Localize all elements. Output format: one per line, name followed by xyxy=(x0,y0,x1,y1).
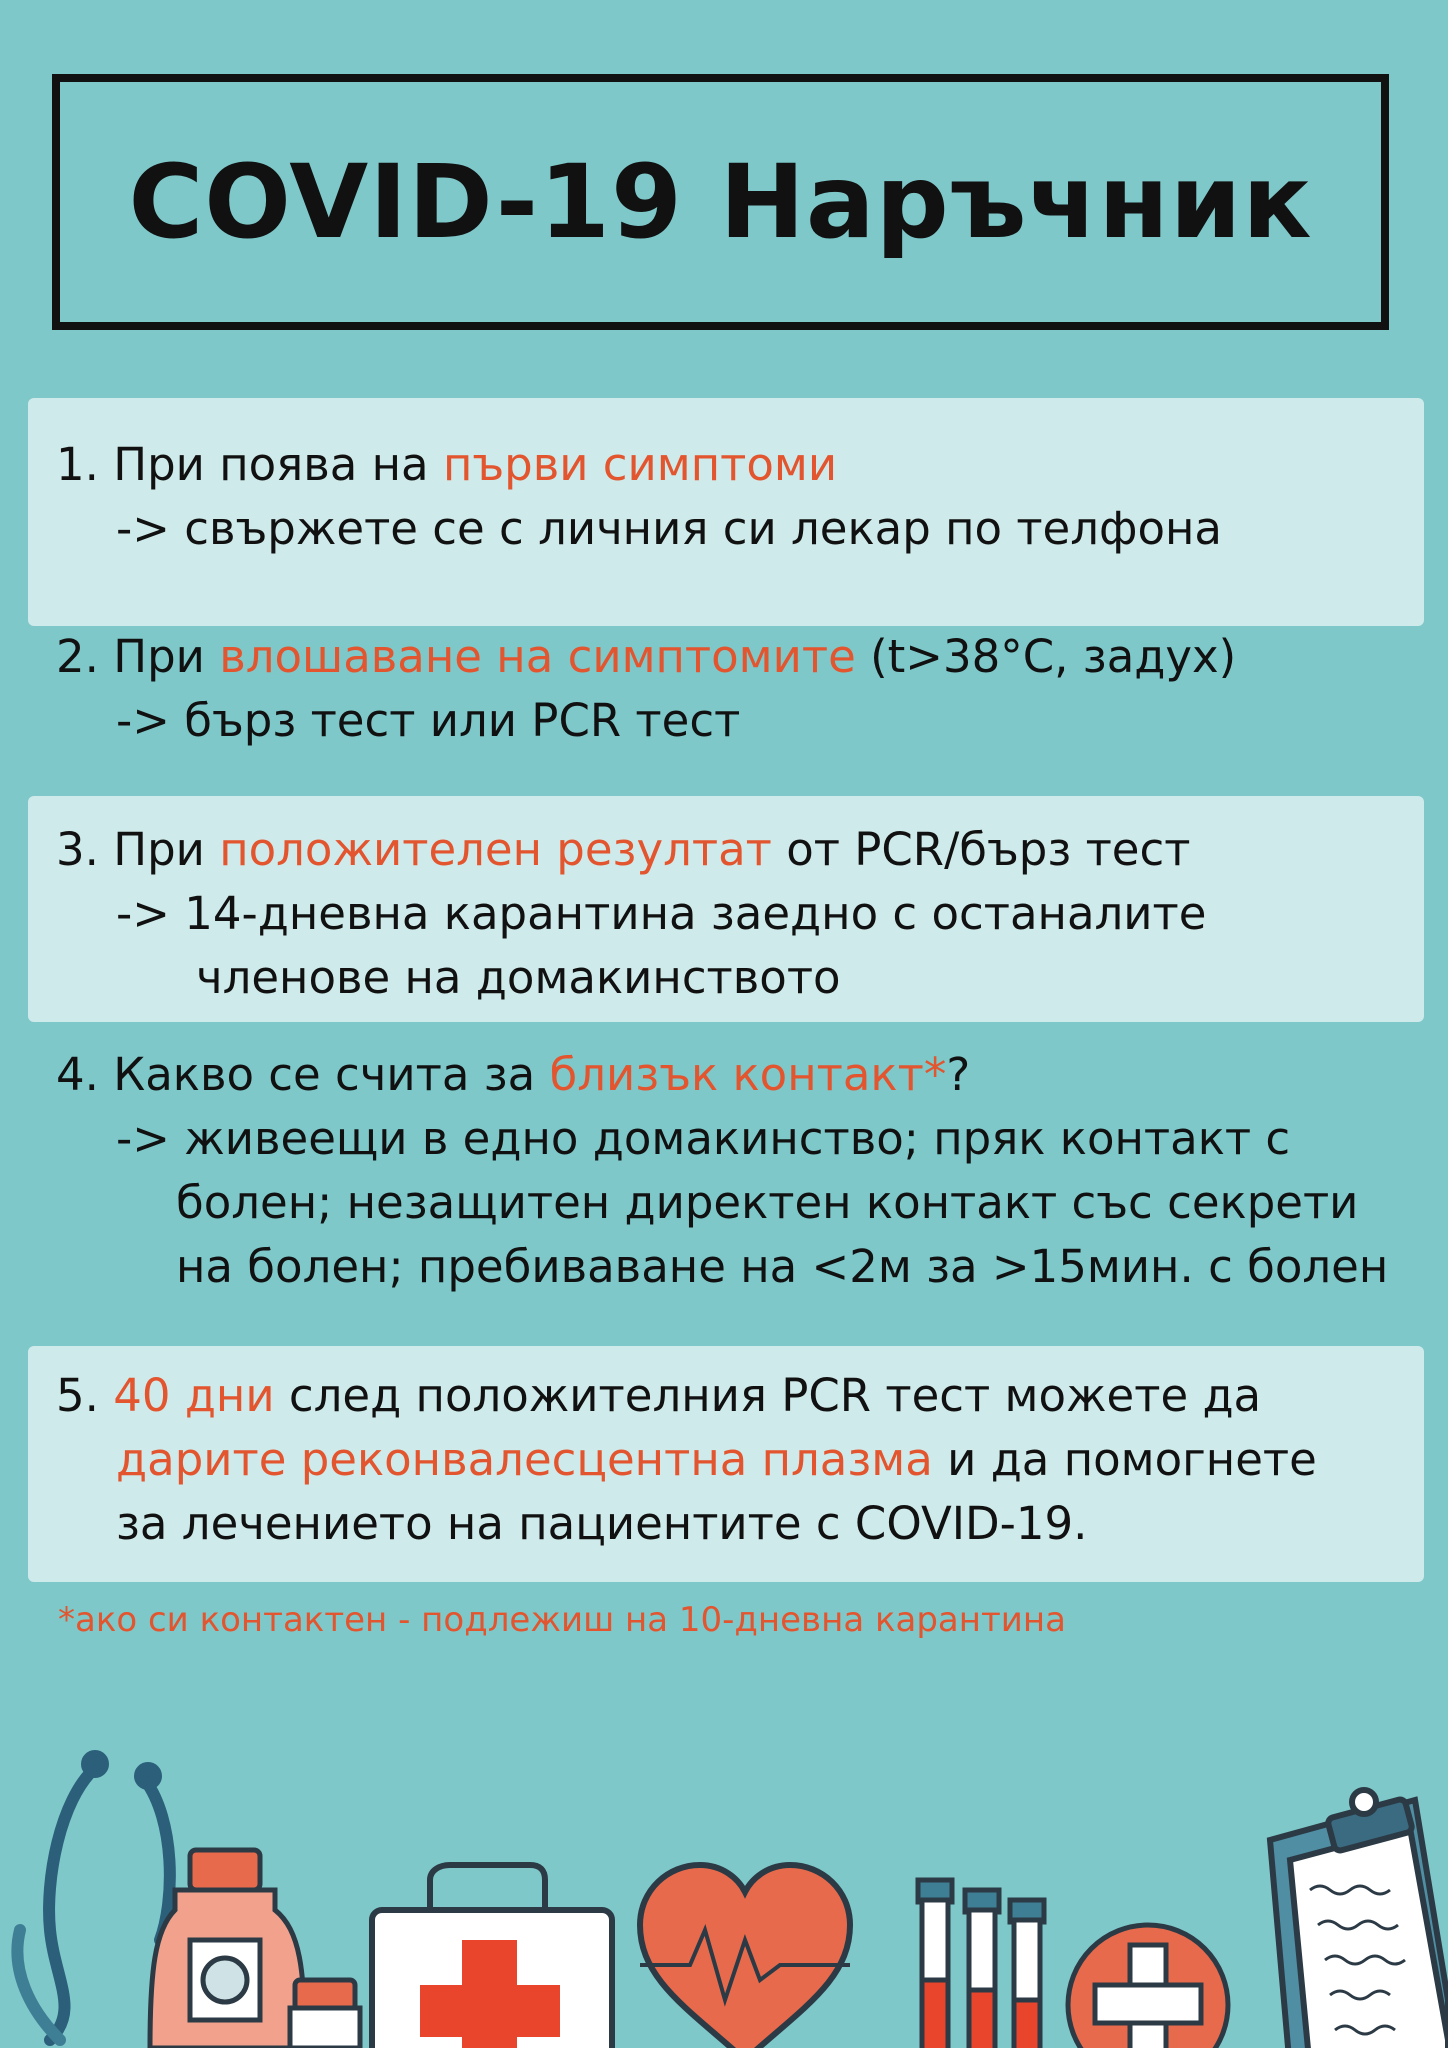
item-action-continued: за лечението на пациентите с COVID-19. xyxy=(116,1497,1088,1550)
item-action: -> бърз тест или PCR тест xyxy=(116,694,741,747)
medical-cross-badge-icon xyxy=(1068,1925,1228,2048)
item-number: 1. xyxy=(56,438,99,491)
list-item-1 xyxy=(56,433,1222,561)
item-text-suffix: ? xyxy=(946,1048,971,1101)
item-text-suffix: след положителния PCR тест можете да xyxy=(274,1369,1262,1422)
item-text: Какво се счита за xyxy=(113,1048,550,1101)
item-action-continued: членове на домакинството xyxy=(196,951,841,1004)
first-aid-kit-icon xyxy=(372,1865,612,2048)
heart-pulse-icon xyxy=(640,1865,850,2048)
list-item-3 xyxy=(56,818,1206,1010)
item-text: При xyxy=(113,630,220,683)
item-text-suffix-2: и да помогнете xyxy=(932,1433,1317,1486)
medical-illustrations xyxy=(0,1740,1448,2048)
item-text-suffix: от PCR/бърз тест xyxy=(771,823,1191,876)
list-item-5 xyxy=(56,1364,1317,1556)
item-action-continued: болен; незащитен директен контакт със секрети xyxy=(176,1176,1359,1229)
jar-icon xyxy=(290,1980,360,2048)
item-highlight-2: дарите реконвалесцентна плазма xyxy=(116,1433,933,1486)
item-number: 5. xyxy=(56,1369,99,1422)
list-item-2 xyxy=(56,625,1236,753)
item-highlight: първи симптоми xyxy=(442,438,838,491)
item-text: При xyxy=(113,823,220,876)
item-action: -> свържете се с личния си лекар по телфона xyxy=(116,502,1222,555)
clipboard-icon xyxy=(1270,1790,1448,2048)
item-text: При поява на xyxy=(113,438,443,491)
title-frame xyxy=(52,74,1389,330)
list-item-4 xyxy=(56,1043,1388,1299)
test-tubes-icon xyxy=(918,1880,1044,2048)
item-number: 3. xyxy=(56,823,99,876)
item-action: -> живеещи в едно домакинство; пряк контакт с xyxy=(116,1112,1291,1165)
item-highlight: положителен резултат xyxy=(219,823,772,876)
item-highlight: влошаване на симптомите xyxy=(219,630,856,683)
page-title: COVID-19 Наръчник xyxy=(128,142,1313,262)
item-highlight: 40 дни xyxy=(113,1369,275,1422)
item-number: 2. xyxy=(56,630,99,683)
item-highlight: близък контакт* xyxy=(549,1048,947,1101)
item-action: -> 14-дневна карантина заедно с останалите xyxy=(116,887,1207,940)
item-number: 4. xyxy=(56,1048,99,1101)
item-text-suffix: (t>38°C, задух) xyxy=(855,630,1237,683)
footnote: *ако си контактен - подлежиш на 10-дневна карантина xyxy=(58,1600,1066,1640)
stethoscope-icon xyxy=(17,1756,169,2040)
item-action-continued: на болен; пребиваване на <2м за >15мин. с болен xyxy=(176,1240,1389,1293)
